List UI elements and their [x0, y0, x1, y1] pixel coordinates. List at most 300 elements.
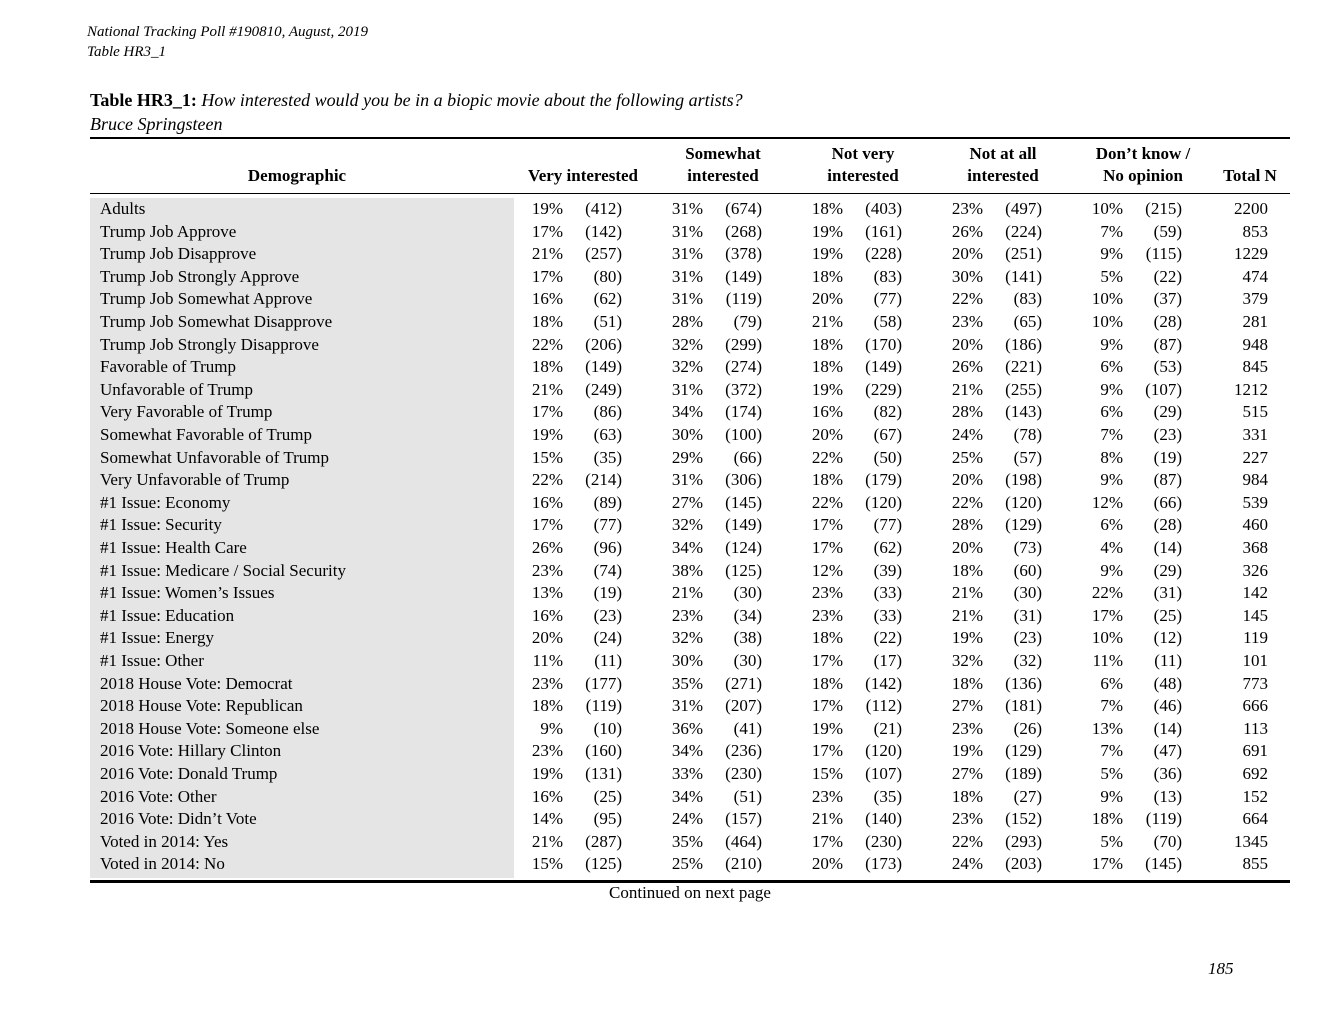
cell-notvery-pct: 18%: [811, 199, 843, 218]
cell-very-n: (11): [594, 651, 622, 670]
cell-somewhat-n: (124): [725, 538, 762, 557]
cell-somewhat-n: (66): [733, 447, 762, 467]
header-notatall-line1: Not at all: [969, 144, 1037, 163]
row-label: Somewhat Unfavorable of Trump: [100, 447, 330, 467]
cell-somewhat-n: (464): [725, 831, 762, 851]
cell-very-n: (177): [585, 673, 622, 693]
cell-notatall-n: (152): [1005, 809, 1042, 829]
cell-notatall-pct: 30%: [951, 266, 983, 286]
row-label: #1 Issue: Health Care: [100, 538, 247, 557]
cell-dk-pct: 9%: [1100, 244, 1123, 264]
cell-notatall-pct: 23%: [951, 809, 983, 829]
cell-somewhat-pct: 36%: [671, 718, 703, 738]
cell-total-n: 853: [1242, 221, 1268, 241]
header-somewhat-line1: Somewhat: [685, 144, 761, 163]
cell-very-pct: 16%: [531, 786, 563, 806]
cell-very-pct: 17%: [531, 221, 563, 241]
table-id: Table HR3_1: [87, 44, 167, 60]
cell-very-pct: 16%: [531, 289, 563, 309]
cell-notatall-n: (497): [1005, 199, 1042, 218]
cell-somewhat-pct: 27%: [671, 492, 703, 512]
cell-dk-n: (14): [1153, 538, 1182, 557]
cell-somewhat-n: (100): [725, 425, 762, 444]
table-row: [0, 401, 1320, 423]
cell-notatall-pct: 24%: [951, 854, 983, 874]
cell-somewhat-n: (30): [733, 583, 762, 603]
cell-total-n: 691: [1242, 741, 1268, 761]
cell-notvery-n: (35): [873, 786, 902, 806]
cell-total-n: 692: [1242, 764, 1268, 783]
cell-dk-n: (70): [1153, 831, 1182, 851]
cell-somewhat-n: (372): [725, 379, 762, 399]
cell-notatall-n: (129): [1005, 515, 1042, 535]
row-label: #1 Issue: Medicare / Social Security: [100, 560, 346, 580]
cell-dk-pct: 6%: [1100, 402, 1123, 422]
cell-very-pct: 17%: [531, 266, 563, 286]
cell-somewhat-n: (306): [725, 470, 762, 490]
cell-dk-pct: 18%: [1091, 809, 1123, 829]
cell-notvery-n: (33): [873, 583, 902, 603]
cell-dk-pct: 4%: [1100, 538, 1123, 557]
row-label: Adults: [100, 199, 146, 218]
cell-somewhat-pct: 32%: [671, 334, 703, 354]
cell-notvery-pct: 18%: [811, 673, 843, 693]
header-notvery-line1: Not very: [831, 144, 895, 163]
cell-notatall-n: (120): [1005, 492, 1042, 512]
cell-somewhat-n: (674): [725, 199, 762, 218]
cell-very-pct: 21%: [531, 244, 563, 264]
cell-very-n: (142): [585, 221, 622, 241]
cell-somewhat-n: (79): [733, 312, 762, 331]
cell-notatall-n: (293): [1005, 831, 1042, 851]
cell-somewhat-n: (30): [733, 651, 762, 670]
cell-total-n: 379: [1242, 289, 1268, 309]
cell-somewhat-pct: 33%: [671, 764, 703, 783]
cell-notvery-n: (39): [873, 560, 902, 580]
cell-notvery-pct: 17%: [811, 741, 843, 761]
cell-very-pct: 19%: [531, 199, 563, 218]
cell-somewhat-n: (207): [725, 696, 762, 716]
row-label: 2016 Vote: Didn’t Vote: [100, 809, 257, 829]
header-somewhat-line2: interested: [687, 166, 759, 185]
row-label: Trump Job Disapprove: [100, 244, 257, 264]
cell-somewhat-n: (149): [725, 266, 762, 286]
cell-total-n: 474: [1242, 266, 1268, 286]
cell-notatall-n: (198): [1005, 470, 1042, 490]
cell-very-pct: 23%: [531, 673, 563, 693]
cell-dk-n: (31): [1153, 583, 1182, 603]
cell-dk-n: (145): [1145, 854, 1182, 874]
cell-notvery-pct: 17%: [811, 696, 843, 716]
cell-somewhat-pct: 34%: [671, 741, 703, 761]
table-caption: [90, 88, 743, 136]
cell-dk-pct: 13%: [1091, 718, 1123, 738]
cell-very-pct: 16%: [531, 605, 563, 625]
cell-total-n: 948: [1242, 334, 1268, 354]
table-row: [0, 447, 1320, 469]
cell-dk-n: (28): [1153, 515, 1182, 535]
cell-very-n: (214): [585, 470, 622, 490]
cell-total-n: 326: [1242, 560, 1268, 580]
cell-very-n: (287): [585, 831, 622, 851]
cell-notatall-pct: 20%: [951, 334, 983, 354]
cell-very-pct: 20%: [531, 628, 563, 648]
cell-notatall-pct: 18%: [951, 560, 983, 580]
cell-very-pct: 11%: [532, 651, 563, 670]
cell-notatall-pct: 18%: [951, 786, 983, 806]
row-label: Trump Job Somewhat Approve: [100, 289, 313, 309]
cell-somewhat-n: (41): [733, 718, 762, 738]
cell-very-pct: 21%: [531, 831, 563, 851]
cell-dk-n: (53): [1153, 357, 1182, 377]
table-top-rule: [90, 137, 1290, 139]
cell-dk-pct: 12%: [1091, 492, 1123, 512]
row-label: Trump Job Strongly Disapprove: [100, 334, 319, 354]
cell-total-n: 845: [1242, 357, 1268, 377]
cell-very-n: (125): [585, 854, 622, 874]
cell-notvery-pct: 17%: [811, 515, 843, 535]
table-row: [0, 673, 1320, 695]
row-label: Favorable of Trump: [100, 357, 236, 377]
cell-dk-n: (47): [1153, 741, 1182, 761]
cell-very-pct: 13%: [531, 583, 563, 603]
cell-notvery-n: (17): [873, 651, 902, 670]
cell-very-n: (257): [585, 244, 622, 264]
cell-notvery-n: (230): [865, 831, 902, 851]
cell-very-pct: 23%: [531, 741, 563, 761]
cell-very-pct: 17%: [531, 402, 563, 422]
cell-dk-n: (119): [1145, 809, 1182, 829]
cell-notatall-n: (189): [1005, 764, 1042, 783]
cell-total-n: 460: [1242, 515, 1268, 535]
row-label: 2016 Vote: Hillary Clinton: [100, 741, 282, 761]
table-row: [0, 808, 1320, 830]
cell-notvery-pct: 23%: [811, 583, 843, 603]
cell-dk-n: (46): [1153, 696, 1182, 716]
cell-dk-n: (13): [1153, 786, 1182, 806]
cell-very-n: (62): [593, 289, 622, 309]
cell-dk-pct: 9%: [1100, 379, 1123, 399]
cell-notatall-pct: 19%: [951, 628, 983, 648]
header-notvery-line2: interested: [827, 166, 899, 185]
cell-somewhat-pct: 23%: [671, 605, 703, 625]
header-somewhat-interested: [653, 143, 793, 187]
cell-notvery-n: (179): [865, 470, 902, 490]
cell-dk-pct: 9%: [1100, 334, 1123, 354]
cell-dk-pct: 6%: [1100, 673, 1123, 693]
cell-total-n: 281: [1242, 312, 1268, 331]
cell-dk-pct: 5%: [1100, 266, 1123, 286]
cell-dk-pct: 10%: [1091, 628, 1123, 648]
cell-somewhat-pct: 31%: [671, 696, 703, 716]
cell-somewhat-pct: 31%: [671, 221, 703, 241]
cell-dk-n: (11): [1154, 651, 1182, 670]
cell-somewhat-pct: 34%: [671, 538, 703, 557]
cell-notvery-n: (120): [865, 492, 902, 512]
cell-notvery-n: (142): [865, 673, 902, 693]
cell-very-pct: 22%: [531, 334, 563, 354]
cell-very-n: (74): [593, 560, 622, 580]
cell-dk-n: (36): [1153, 764, 1182, 783]
cell-total-n: 119: [1243, 628, 1268, 648]
row-label: Very Favorable of Trump: [100, 402, 273, 422]
caption-label: Table HR3_1:: [90, 90, 197, 110]
cell-notatall-n: (141): [1005, 266, 1042, 286]
table-row: [0, 198, 1320, 220]
cell-dk-n: (14): [1153, 718, 1182, 738]
cell-notatall-pct: 26%: [951, 221, 983, 241]
header-notatall-line2: interested: [967, 166, 1039, 185]
cell-very-n: (160): [585, 741, 622, 761]
cell-somewhat-n: (378): [725, 244, 762, 264]
cell-dk-pct: 6%: [1100, 515, 1123, 535]
cell-total-n: 152: [1242, 786, 1268, 806]
row-label: #1 Issue: Energy: [100, 628, 214, 648]
cell-notatall-n: (224): [1005, 221, 1042, 241]
cell-somewhat-pct: 29%: [671, 447, 703, 467]
cell-dk-pct: 8%: [1100, 447, 1123, 467]
cell-very-n: (80): [593, 266, 622, 286]
cell-very-n: (35): [593, 447, 622, 467]
cell-total-n: 1229: [1234, 244, 1268, 264]
cell-notvery-pct: 22%: [811, 492, 843, 512]
cell-very-pct: 16%: [531, 492, 563, 512]
cell-notatall-n: (129): [1005, 741, 1042, 761]
cell-notvery-pct: 20%: [811, 854, 843, 874]
table-row: [0, 379, 1320, 401]
caption-subject: Bruce Springsteen: [90, 114, 223, 134]
cell-notatall-n: (23): [1013, 628, 1042, 648]
cell-somewhat-pct: 31%: [671, 199, 703, 218]
cell-somewhat-n: (174): [725, 402, 762, 422]
table-row: [0, 424, 1320, 446]
cell-dk-pct: 9%: [1100, 786, 1123, 806]
cell-dk-pct: 5%: [1100, 764, 1123, 783]
cell-notvery-pct: 19%: [811, 244, 843, 264]
cell-very-n: (89): [593, 492, 622, 512]
cell-somewhat-n: (38): [733, 628, 762, 648]
row-label: 2018 House Vote: Republican: [100, 696, 303, 716]
cell-notvery-pct: 17%: [811, 651, 843, 670]
cell-somewhat-n: (157): [725, 809, 762, 829]
row-label: #1 Issue: Women’s Issues: [100, 583, 275, 603]
cell-notvery-n: (62): [873, 538, 902, 557]
cell-somewhat-n: (210): [725, 854, 762, 874]
row-label: #1 Issue: Security: [100, 515, 222, 535]
cell-somewhat-pct: 32%: [671, 628, 703, 648]
table-row: [0, 288, 1320, 310]
cell-notatall-n: (186): [1005, 334, 1042, 354]
cell-notatall-n: (221): [1005, 357, 1042, 377]
cell-dk-pct: 5%: [1100, 831, 1123, 851]
table-row: [0, 514, 1320, 536]
cell-notvery-n: (22): [873, 628, 902, 648]
cell-dk-n: (66): [1153, 492, 1182, 512]
cell-notvery-n: (83): [873, 266, 902, 286]
cell-notvery-pct: 18%: [811, 334, 843, 354]
cell-dk-n: (48): [1153, 673, 1182, 693]
cell-total-n: 666: [1242, 696, 1268, 716]
cell-notvery-pct: 12%: [811, 560, 843, 580]
cell-somewhat-pct: 31%: [671, 266, 703, 286]
continued-note: Continued on next page: [609, 883, 771, 902]
cell-notatall-pct: 22%: [951, 289, 983, 309]
cell-notatall-n: (251): [1005, 244, 1042, 264]
cell-dk-n: (215): [1145, 199, 1182, 218]
cell-very-pct: 14%: [531, 809, 563, 829]
table-row: [0, 469, 1320, 491]
cell-notvery-pct: 18%: [811, 628, 843, 648]
cell-notvery-n: (67): [873, 425, 902, 444]
cell-very-n: (249): [585, 379, 622, 399]
cell-very-n: (131): [585, 764, 622, 783]
cell-somewhat-n: (149): [725, 515, 762, 535]
row-label: #1 Issue: Education: [100, 605, 235, 625]
cell-dk-n: (28): [1153, 312, 1182, 331]
cell-notvery-pct: 21%: [811, 809, 843, 829]
cell-very-pct: 19%: [531, 425, 563, 444]
cell-notatall-pct: 27%: [951, 696, 983, 716]
cell-notatall-pct: 20%: [951, 470, 983, 490]
cell-dk-pct: 22%: [1091, 583, 1123, 603]
table-row: [0, 560, 1320, 582]
cell-notatall-pct: 32%: [951, 651, 983, 670]
cell-notvery-n: (50): [873, 447, 902, 467]
header-very-interested: Very interested: [527, 166, 638, 185]
cell-notatall-n: (27): [1013, 786, 1042, 806]
cell-somewhat-pct: 21%: [671, 583, 703, 603]
header-dk-line2: No opinion: [1103, 166, 1183, 185]
cell-very-n: (412): [585, 199, 622, 218]
header-dont-know: [1073, 143, 1213, 187]
cell-notatall-pct: 28%: [951, 402, 983, 422]
cell-somewhat-n: (274): [725, 357, 762, 377]
table-header-rule: [90, 193, 1290, 194]
cell-total-n: 113: [1243, 718, 1268, 738]
cell-somewhat-n: (34): [733, 605, 762, 625]
cell-notatall-n: (203): [1005, 854, 1042, 874]
cell-somewhat-pct: 32%: [671, 357, 703, 377]
cell-notvery-pct: 15%: [811, 764, 843, 783]
cell-notvery-n: (120): [865, 741, 902, 761]
cell-notatall-pct: 21%: [951, 379, 983, 399]
cell-dk-n: (107): [1145, 379, 1182, 399]
cell-very-n: (10): [593, 718, 622, 738]
cell-notatall-n: (57): [1013, 447, 1042, 467]
cell-very-pct: 18%: [531, 696, 563, 716]
row-label: Trump Job Approve: [100, 221, 237, 241]
row-label: 2016 Vote: Donald Trump: [100, 764, 278, 783]
cell-notvery-n: (229): [865, 379, 902, 399]
cell-notvery-pct: 23%: [811, 786, 843, 806]
row-label: Unfavorable of Trump: [100, 379, 253, 399]
cell-dk-pct: 9%: [1100, 560, 1123, 580]
cell-total-n: 773: [1242, 673, 1268, 693]
cell-notvery-n: (77): [873, 289, 902, 309]
cell-very-pct: 22%: [531, 470, 563, 490]
cell-notatall-pct: 19%: [951, 741, 983, 761]
cell-notatall-n: (143): [1005, 402, 1042, 422]
cell-notatall-n: (60): [1013, 560, 1042, 580]
cell-notatall-n: (255): [1005, 379, 1042, 399]
cell-total-n: 1212: [1234, 379, 1268, 399]
cell-notatall-pct: 21%: [951, 605, 983, 625]
cell-notvery-n: (112): [865, 696, 902, 716]
cell-very-pct: 17%: [531, 515, 563, 535]
cell-dk-pct: 10%: [1091, 199, 1123, 218]
cell-very-n: (77): [593, 515, 622, 535]
table-row: [0, 311, 1320, 333]
table-row: [0, 582, 1320, 604]
cell-notatall-pct: 23%: [951, 312, 983, 331]
poll-title: National Tracking Poll #190810, August, 2019: [87, 24, 368, 40]
cell-notvery-pct: 22%: [811, 447, 843, 467]
cell-total-n: 142: [1242, 583, 1268, 603]
cell-notatall-n: (136): [1005, 673, 1042, 693]
row-label: Somewhat Favorable of Trump: [100, 425, 313, 444]
cell-somewhat-n: (236): [725, 741, 762, 761]
cell-dk-n: (87): [1153, 470, 1182, 490]
cell-somewhat-pct: 31%: [671, 244, 703, 264]
cell-notvery-n: (77): [873, 515, 902, 535]
cell-somewhat-pct: 31%: [671, 289, 703, 309]
cell-notatall-pct: 27%: [951, 764, 983, 783]
cell-very-pct: 9%: [540, 718, 563, 738]
cell-dk-n: (59): [1153, 221, 1182, 241]
cell-dk-pct: 10%: [1091, 312, 1123, 331]
cell-total-n: 539: [1242, 492, 1268, 512]
cell-somewhat-pct: 24%: [671, 809, 703, 829]
cell-very-pct: 26%: [531, 538, 563, 557]
cell-very-n: (51): [593, 312, 622, 331]
cell-somewhat-pct: 28%: [671, 312, 703, 331]
cell-total-n: 331: [1242, 425, 1268, 444]
row-label: #1 Issue: Economy: [100, 492, 231, 512]
cell-somewhat-n: (271): [725, 673, 762, 693]
cell-notvery-pct: 17%: [811, 831, 843, 851]
cell-somewhat-pct: 30%: [671, 651, 703, 670]
cell-notatall-n: (181): [1005, 696, 1042, 716]
header-demographic: Demographic: [247, 166, 347, 185]
cell-notvery-n: (140): [865, 809, 902, 829]
cell-notvery-n: (149): [865, 357, 902, 377]
caption-question: How interested would you be in a biopic movie about the following artists?: [201, 90, 743, 110]
cell-notvery-n: (21): [873, 718, 902, 738]
cell-dk-pct: 6%: [1100, 357, 1123, 377]
cell-dk-pct: 11%: [1092, 651, 1123, 670]
cell-notatall-n: (26): [1013, 718, 1042, 738]
cell-total-n: 101: [1242, 651, 1268, 670]
page-number: 185: [1208, 959, 1234, 978]
table-row: [0, 718, 1320, 740]
cell-notatall-pct: 21%: [951, 583, 983, 603]
cell-very-n: (96): [593, 538, 622, 557]
cell-notvery-pct: 19%: [811, 718, 843, 738]
cell-very-n: (19): [593, 583, 622, 603]
header-dk-line1: Don’t know /: [1095, 144, 1191, 163]
cell-very-n: (86): [593, 402, 622, 422]
cell-somewhat-pct: 35%: [671, 673, 703, 693]
row-label: Voted in 2014: Yes: [100, 831, 229, 851]
table-row: [0, 831, 1320, 853]
cell-dk-pct: 7%: [1100, 221, 1123, 241]
cell-total-n: 145: [1242, 605, 1268, 625]
table-row: [0, 605, 1320, 627]
cell-somewhat-n: (145): [725, 492, 762, 512]
cell-notatall-pct: 20%: [951, 538, 983, 557]
cell-somewhat-pct: 32%: [671, 515, 703, 535]
cell-somewhat-pct: 30%: [671, 425, 703, 444]
